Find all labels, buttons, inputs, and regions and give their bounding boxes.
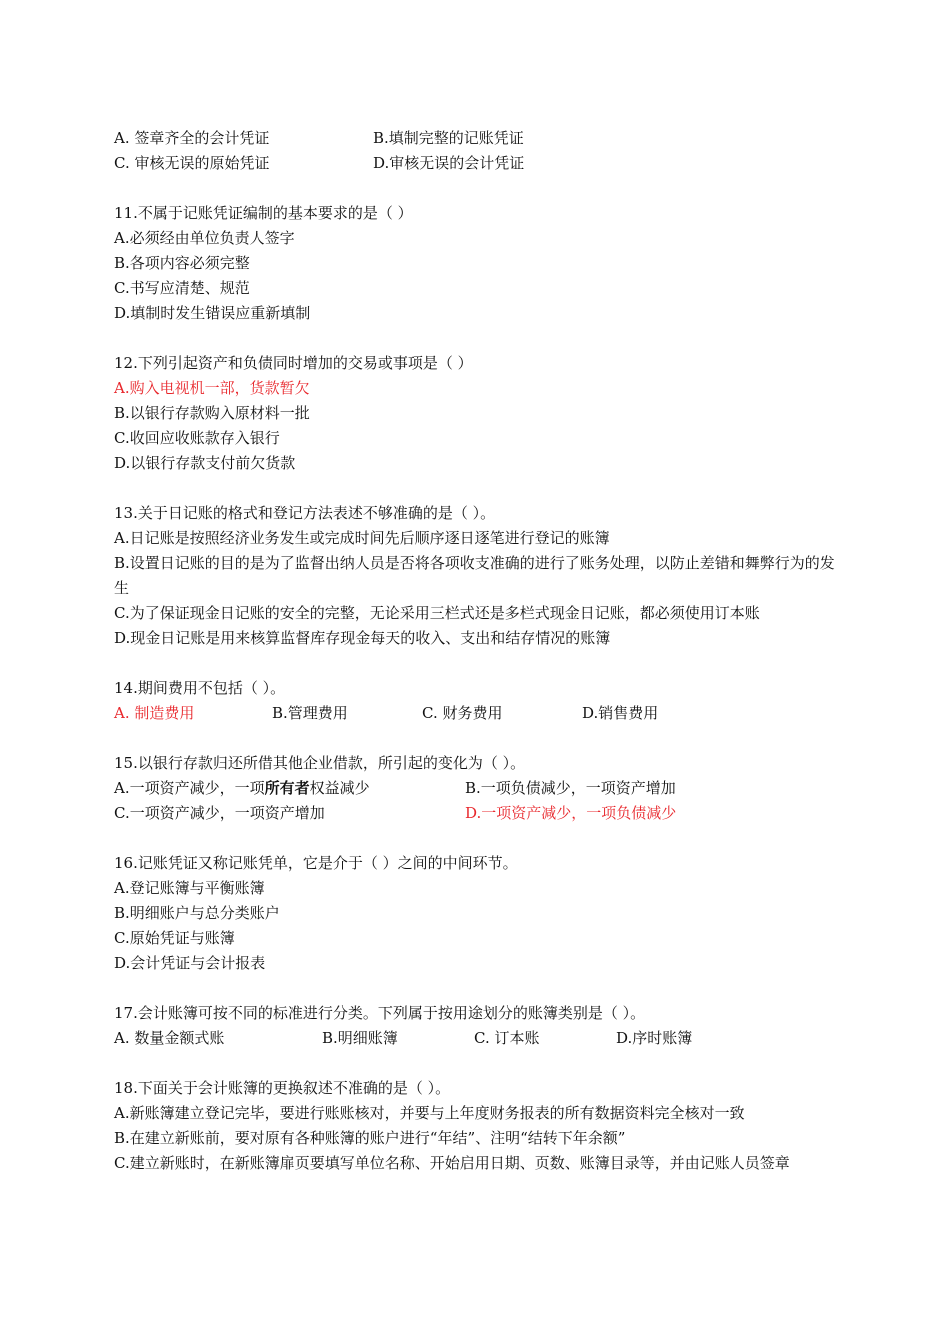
q14-option-c: C. 财务费用: [422, 704, 503, 722]
q12-option-d: D.以银行存款支付前欠货款: [114, 454, 296, 472]
q15-options-row-2: [114, 801, 838, 826]
q13-option-a: A.日记账是按照经济业务发生或完成时间先后顺序逐日逐笔进行登记的账簿: [114, 529, 610, 547]
q15-option-a: [114, 776, 370, 801]
q10-option-d: D.审核无误的会计凭证: [373, 154, 525, 172]
q14-option-b: B.管理费用: [272, 704, 348, 722]
q11-option-c: C.书写应清楚、规范: [114, 279, 250, 297]
q15-option-a-post: 权益减少: [309, 779, 370, 797]
spacer: [114, 326, 838, 351]
q11-option-b: B.各项内容必须完整: [114, 254, 250, 272]
q14-question: 14.期间费用不包括（ ）。: [114, 679, 286, 697]
q10-option-c: C. 审核无误的原始凭证: [114, 154, 270, 172]
q10-options-row-2: [114, 151, 838, 176]
q14-option-a-answer: A. 制造费用: [114, 704, 195, 722]
q16-option-c: C.原始凭证与账簿: [114, 929, 235, 947]
q17-options-row: [114, 1026, 838, 1051]
q17-question: 17.会计账簿可按不同的标准进行分类。下列属于按用途划分的账簿类别是（ ）。: [114, 1004, 646, 1022]
q10-option-b: B.填制完整的记账凭证: [373, 129, 524, 147]
q10-options-row-1: [114, 126, 838, 151]
q11-option-a: A.必须经由单位负责人签字: [114, 229, 295, 247]
q13-option-d: D.现金日记账是用来核算监督库存现金每天的收入、支出和结存情况的账簿: [114, 629, 611, 647]
q13-option-b: B.设置日记账的目的是为了监督出纳人员是否将各项收支准确的进行了账务处理，以防止差错和舞弊行为的发生: [114, 554, 835, 597]
spacer: [114, 651, 838, 676]
q18-option-b: B.在建立新账前，要对原有各种账簿的账户进行“年结”、注明“结转下年余额”: [114, 1129, 626, 1147]
q14-option-d: D.销售费用: [582, 704, 659, 722]
q13-option-c: C.为了保证现金日记账的安全的完整，无论采用三栏式还是多栏式现金日记账，都必须使用订本账: [114, 604, 760, 622]
q17-option-b: B.明细账簿: [322, 1029, 398, 1047]
q16-option-d: D.会计凭证与会计报表: [114, 954, 266, 972]
q12-question: 12.下列引起资产和负债同时增加的交易或事项是（ ）: [114, 354, 473, 372]
q12-option-b: B.以银行存款购入原材料一批: [114, 404, 310, 422]
q13-question: 13.关于日记账的格式和登记方法表述不够准确的是（ ）。: [114, 504, 496, 522]
q17-option-c: C. 订本账: [474, 1029, 540, 1047]
spacer: [114, 826, 838, 851]
q15-options-row-1: [114, 776, 838, 801]
q11-option-d: D.填制时发生错误应重新填制: [114, 304, 311, 322]
q15-question: 15.以银行存款归还所借其他企业借款，所引起的变化为（ ）。: [114, 754, 526, 772]
q15-option-a-bold: 所有者: [264, 779, 310, 797]
q16-option-b: B.明细账户与总分类账户: [114, 904, 280, 922]
q11-question: 11.不属于记账凭证编制的基本要求的是（ ）: [114, 204, 413, 222]
q16-question: 16.记账凭证又称记账凭单，它是介于（ ）之间的中间环节。: [114, 854, 518, 872]
q14-options-row: [114, 701, 838, 726]
spacer: [114, 176, 838, 201]
q15-option-b: B.一项负债减少，一项资产增加: [465, 779, 676, 797]
spacer: [114, 1051, 838, 1076]
q16-option-a: A.登记账簿与平衡账簿: [114, 879, 265, 897]
exam-page: [114, 126, 838, 1176]
spacer: [114, 726, 838, 751]
q18-option-a: A.新账簿建立登记完毕，要进行账账核对，并要与上年度财务报表的所有数据资料完全核对一致: [114, 1104, 745, 1122]
q12-option-c: C.收回应收账款存入银行: [114, 429, 280, 447]
q15-option-d-answer: D.一项资产减少，一项负债减少: [465, 804, 677, 822]
spacer: [114, 976, 838, 1001]
q17-option-d: D.序时账簿: [616, 1029, 693, 1047]
q15-option-a-pre: A.一项资产减少，一项: [114, 779, 265, 797]
q15-option-c: C.一项资产减少，一项资产增加: [114, 804, 325, 822]
q18-option-c: C.建立新账时，在新账簿扉页要填写单位名称、开始启用日期、页数、账簿目录等，并由记账人员签章: [114, 1154, 790, 1172]
q12-option-a-answer: A.购入电视机一部，货款暂欠: [114, 379, 310, 397]
q17-option-a: A. 数量金额式账: [114, 1029, 225, 1047]
q10-option-a: A. 签章齐全的会计凭证: [114, 129, 270, 147]
q18-question: 18.下面关于会计账簿的更换叙述不准确的是（ ）。: [114, 1079, 451, 1097]
spacer: [114, 476, 838, 501]
